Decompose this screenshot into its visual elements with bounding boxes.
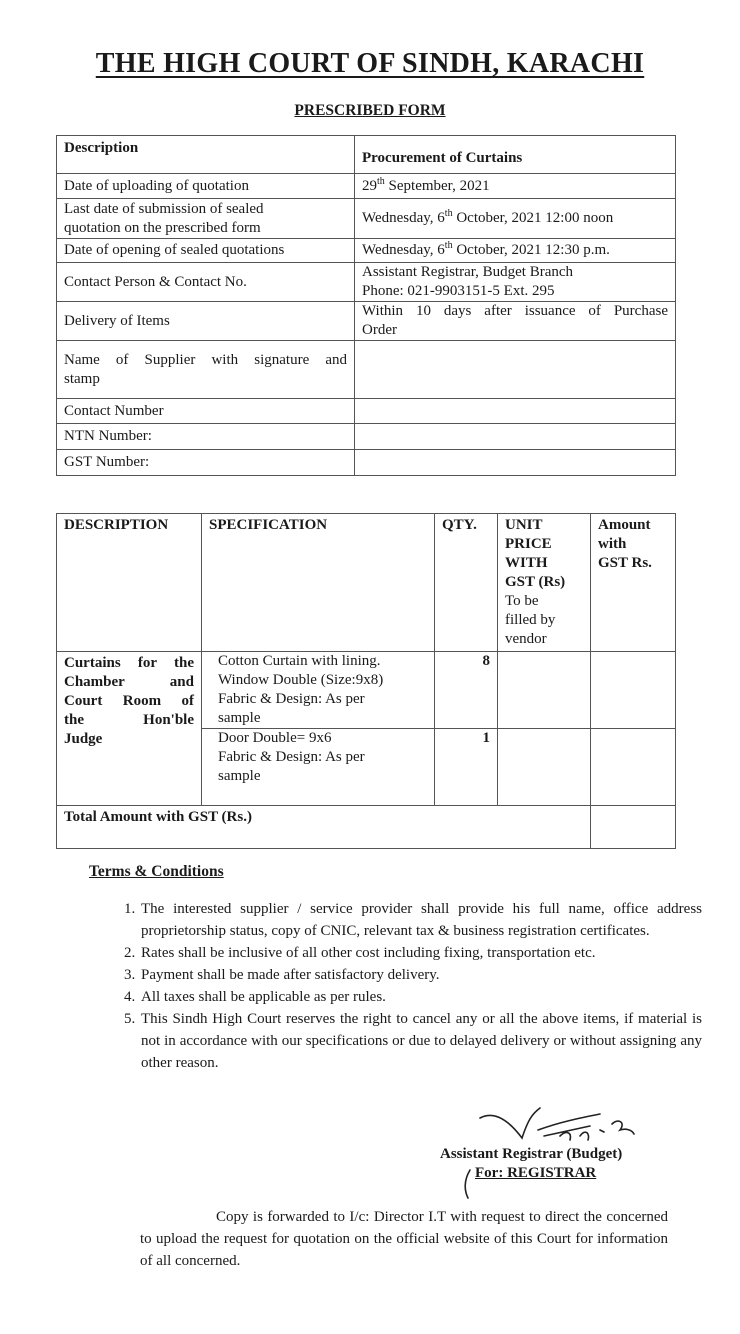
col-header-qty: QTY. xyxy=(435,514,498,652)
delivery-line: Within 10 days after issuance of Purchase xyxy=(362,303,668,319)
item-desc-line: Court Room of xyxy=(64,693,194,709)
door-curtain-spec xyxy=(202,729,435,806)
delivery-label: Delivery of Items xyxy=(57,302,355,341)
amount-line: GST Rs. xyxy=(598,555,652,571)
form-subtitle: PRESCRIBED FORM xyxy=(294,102,446,119)
unit-price-line: UNIT xyxy=(505,517,543,533)
spec-line: Fabric & Design: As per xyxy=(218,749,365,765)
last-date-suffix: th xyxy=(444,208,453,219)
upload-date-suffix: th xyxy=(377,175,385,187)
item-desc-line: Curtains for the xyxy=(64,655,194,671)
amount-line: with xyxy=(598,536,627,552)
door-curtain-unit-price-field[interactable] xyxy=(498,729,591,806)
total-amount-field[interactable] xyxy=(591,806,676,849)
items-table xyxy=(56,513,676,849)
last-date-value xyxy=(355,199,676,239)
signatory-title: Assistant Registrar (Budget) xyxy=(440,1146,623,1162)
supplier-name-label xyxy=(57,341,355,399)
table-row xyxy=(57,302,676,341)
opening-date-label: Date of opening of sealed quotations xyxy=(57,239,355,263)
contact-person-line: Assistant Registrar, Budget Branch xyxy=(362,264,574,280)
terms-heading: Terms & Conditions xyxy=(89,863,224,880)
window-curtain-unit-price-field[interactable] xyxy=(498,652,591,729)
amount-line: Amount xyxy=(598,517,651,533)
window-curtain-amount-field[interactable] xyxy=(591,652,676,729)
opening-date-value xyxy=(355,239,676,263)
spec-line: Fabric & Design: As per xyxy=(218,691,365,707)
unit-price-line: WITH xyxy=(505,555,548,571)
table-row xyxy=(57,652,676,729)
upload-date-value xyxy=(355,174,676,199)
upload-date-label: Date of uploading of quotation xyxy=(57,174,355,199)
last-date-label-line: quotation on the prescribed form xyxy=(64,219,261,236)
signatory-for: For: REGISTRAR xyxy=(475,1165,597,1181)
delivery-value xyxy=(355,302,676,341)
unit-price-note: To be xyxy=(505,593,539,609)
col-header-amount xyxy=(591,514,676,652)
ntn-number-label: NTN Number: xyxy=(57,424,355,450)
upload-date-rest: September, 2021 xyxy=(384,177,490,194)
unit-price-note: vendor xyxy=(505,631,547,647)
contact-person-label: Contact Person & Contact No. xyxy=(57,263,355,302)
gst-number-label: GST Number: xyxy=(57,450,355,476)
spec-line: Door Double= 9x6 xyxy=(218,730,332,746)
spec-line: sample xyxy=(218,710,261,726)
last-date-rest: October, 2021 12:00 noon xyxy=(452,210,614,226)
table-row xyxy=(57,174,676,199)
terms-list xyxy=(105,898,702,1074)
unit-price-note: filled by xyxy=(505,612,556,628)
table-row xyxy=(57,136,676,174)
spec-line: Cotton Curtain with lining. xyxy=(218,653,381,669)
total-amount-label: Total Amount with GST (Rs.) xyxy=(57,806,591,849)
spec-line: sample xyxy=(218,768,261,784)
table-header-row xyxy=(57,514,676,652)
contact-number-label: Contact Number xyxy=(57,399,355,424)
description-label: Description xyxy=(57,136,355,174)
description-value: Procurement of Curtains xyxy=(355,136,676,174)
unit-price-line: PRICE xyxy=(505,536,552,552)
upload-date-day: 29 xyxy=(362,177,377,194)
total-row xyxy=(57,806,676,849)
supplier-label-line: stamp xyxy=(64,370,100,387)
contact-person-value xyxy=(355,263,676,302)
col-header-unit-price xyxy=(498,514,591,652)
table-row xyxy=(57,450,676,476)
opening-date-rest: October, 2021 12:30 p.m. xyxy=(452,242,610,258)
table-row xyxy=(57,199,676,239)
item-desc-line: Chamber and xyxy=(64,674,194,690)
delivery-line: Order xyxy=(362,322,397,338)
table-row xyxy=(57,341,676,399)
opening-date-suffix: th xyxy=(444,240,453,251)
item-description xyxy=(57,652,202,806)
list-item: 3. Payment shall be made after satisfactory delivery. xyxy=(139,964,702,986)
door-curtain-qty: 1 xyxy=(435,729,498,806)
list-item: 4. All taxes shall be applicable as per rules. xyxy=(139,986,702,1008)
gst-number-field[interactable] xyxy=(355,450,676,476)
unit-price-line: GST (Rs) xyxy=(505,574,566,590)
last-date-label-line: Last date of submission of sealed xyxy=(64,200,264,217)
item-desc-line: Judge xyxy=(64,731,103,747)
window-curtain-spec xyxy=(202,652,435,729)
table-row xyxy=(57,239,676,263)
table-row xyxy=(57,424,676,450)
copy-forward-note: Copy is forwarded to I/c: Director I.T with request to direct the concerned to upload the request for quotation on the official website of this Court for information of all concerned. xyxy=(140,1209,668,1269)
table-row xyxy=(57,399,676,424)
window-curtain-qty: 8 xyxy=(435,652,498,729)
contact-number-field[interactable] xyxy=(355,399,676,424)
quotation-info-table xyxy=(56,135,676,476)
door-curtain-amount-field[interactable] xyxy=(591,729,676,806)
page-title: THE HIGH COURT OF SINDH, KARACHI xyxy=(95,48,645,79)
ntn-number-field[interactable] xyxy=(355,424,676,450)
list-item: 2. Rates shall be inclusive of all other cost including fixing, transportation etc. xyxy=(139,942,702,964)
table-row xyxy=(57,263,676,302)
contact-phone-line: Phone: 021-9903151-5 Ext. 295 xyxy=(362,283,555,299)
supplier-name-field[interactable] xyxy=(355,341,676,399)
list-item: 5. This Sindh High Court reserves the right to cancel any or all the above items, if material is not in accordance with our specifications or due to delayed delivery or without assigning any other reason. xyxy=(139,1008,702,1074)
opening-date-pre: Wednesday, 6 xyxy=(362,242,445,258)
last-date-pre: Wednesday, 6 xyxy=(362,210,445,226)
col-header-description: DESCRIPTION xyxy=(57,514,202,652)
item-desc-line: the Hon'ble xyxy=(64,712,194,728)
last-date-label xyxy=(57,199,355,239)
spec-line: Window Double (Size:9x8) xyxy=(218,672,384,688)
supplier-label-line: Name of Supplier with signature and xyxy=(64,351,347,368)
list-item: 1. The interested supplier / service provider shall provide his full name, office address proprietorship status, copy of CNIC, relevant tax & business registration certificates. xyxy=(139,898,702,942)
col-header-specification: SPECIFICATION xyxy=(202,514,435,652)
